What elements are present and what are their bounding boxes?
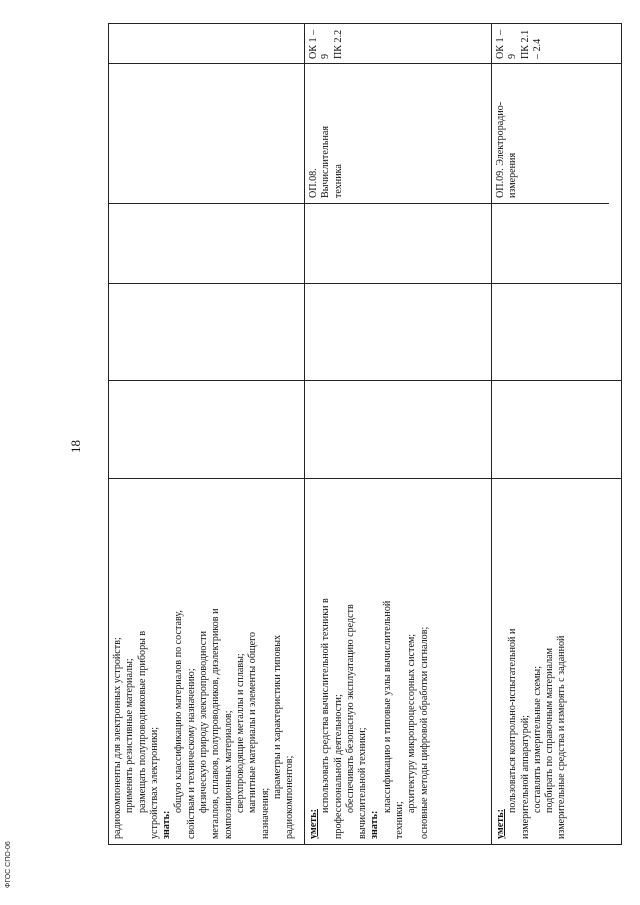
text-line: устройствах электроники; (148, 726, 160, 839)
text-line: магнитные материалы и элементы общего (247, 631, 259, 813)
competency-code: ПК 2.2 (332, 29, 344, 59)
discipline-line: техника (332, 164, 344, 198)
text-line: назначения; (259, 787, 271, 839)
discipline-line: ОП.09. Электрорадио- (495, 101, 506, 198)
text-line: измерительной аппаратурой; (519, 715, 531, 839)
section-measurements-text (495, 484, 569, 839)
discipline-op09 (495, 68, 520, 198)
column-divider-4 (109, 203, 609, 204)
text-line: физическую природу электропроводности (198, 631, 210, 813)
text-line: сверхпроводящие металлы и сплавы; (234, 653, 246, 813)
column-divider-3 (109, 283, 621, 284)
page-number: 18 (68, 440, 83, 453)
text-line: металлов, сплавов, полупроводников, диэлектриков и (210, 608, 222, 839)
text-line: профессиональной деятельности; (332, 694, 344, 839)
section-computing-text (308, 484, 431, 839)
can-heading: уметь: (495, 809, 506, 839)
competency-code: ОК 1 – 9 (495, 29, 519, 59)
text-line: свойствам и техническому назначению; (185, 668, 197, 839)
text-line: основные методы цифровой обработки сигналов; (418, 626, 430, 839)
text-line: техники; (394, 801, 406, 839)
text-line: подбирать по справочным материалам (544, 647, 556, 813)
footer-code: ФГОС СПО-06 (5, 841, 12, 888)
discipline-op08 (308, 68, 345, 198)
competency-code: ПК 2.1 – 2.4 (519, 29, 543, 59)
text-line: вычислительной техники; (357, 727, 369, 839)
text-line: пользоваться контрольно-испытательной и (507, 628, 519, 813)
text-line: композиционных материалов; (222, 710, 234, 839)
column-divider-1 (109, 478, 621, 479)
text-line: классификацию и типовые узлы вычислительной (381, 600, 393, 813)
text-line: параметры и характеристики типовых (271, 634, 283, 799)
discipline-line: Вычислительная (320, 126, 332, 198)
text-line: измерительные средства и измерять с заданной (556, 635, 568, 839)
text-line: общую классификацию материалов по составу, (173, 610, 185, 813)
text-line: архитектуру микропроцессорных систем; (406, 633, 418, 813)
know-heading: знать: (161, 810, 173, 839)
column-divider-2 (109, 380, 621, 381)
competency-code: ОК 1 – 9 (308, 29, 332, 59)
column-divider-5 (109, 63, 621, 64)
competency-codes-op08 (308, 27, 345, 59)
can-heading: уметь: (308, 809, 319, 839)
text-line: применять резистивные материалы; (124, 658, 136, 813)
row-divider-2 (491, 24, 492, 844)
discipline-line: измерения (507, 152, 519, 198)
text-line: составлять измерительные схемы; (531, 666, 543, 813)
section-materials-text (112, 484, 296, 839)
competency-table (108, 23, 622, 845)
row-divider-1 (304, 24, 305, 844)
text-line: обеспечивать безопасную эксплуатацию средств (344, 604, 356, 813)
discipline-line: ОП.08. (308, 168, 319, 198)
know-heading: знать: (369, 810, 381, 839)
text-line: использовать средства вычислительной техники в (320, 598, 332, 813)
text-line: радиокомпоненты для электронных устройств; (112, 637, 123, 839)
text-line: размещать полупроводниковые приборы в (136, 630, 148, 813)
competency-codes-op09 (495, 27, 544, 59)
text-line: радиокомпонентов; (284, 755, 296, 839)
